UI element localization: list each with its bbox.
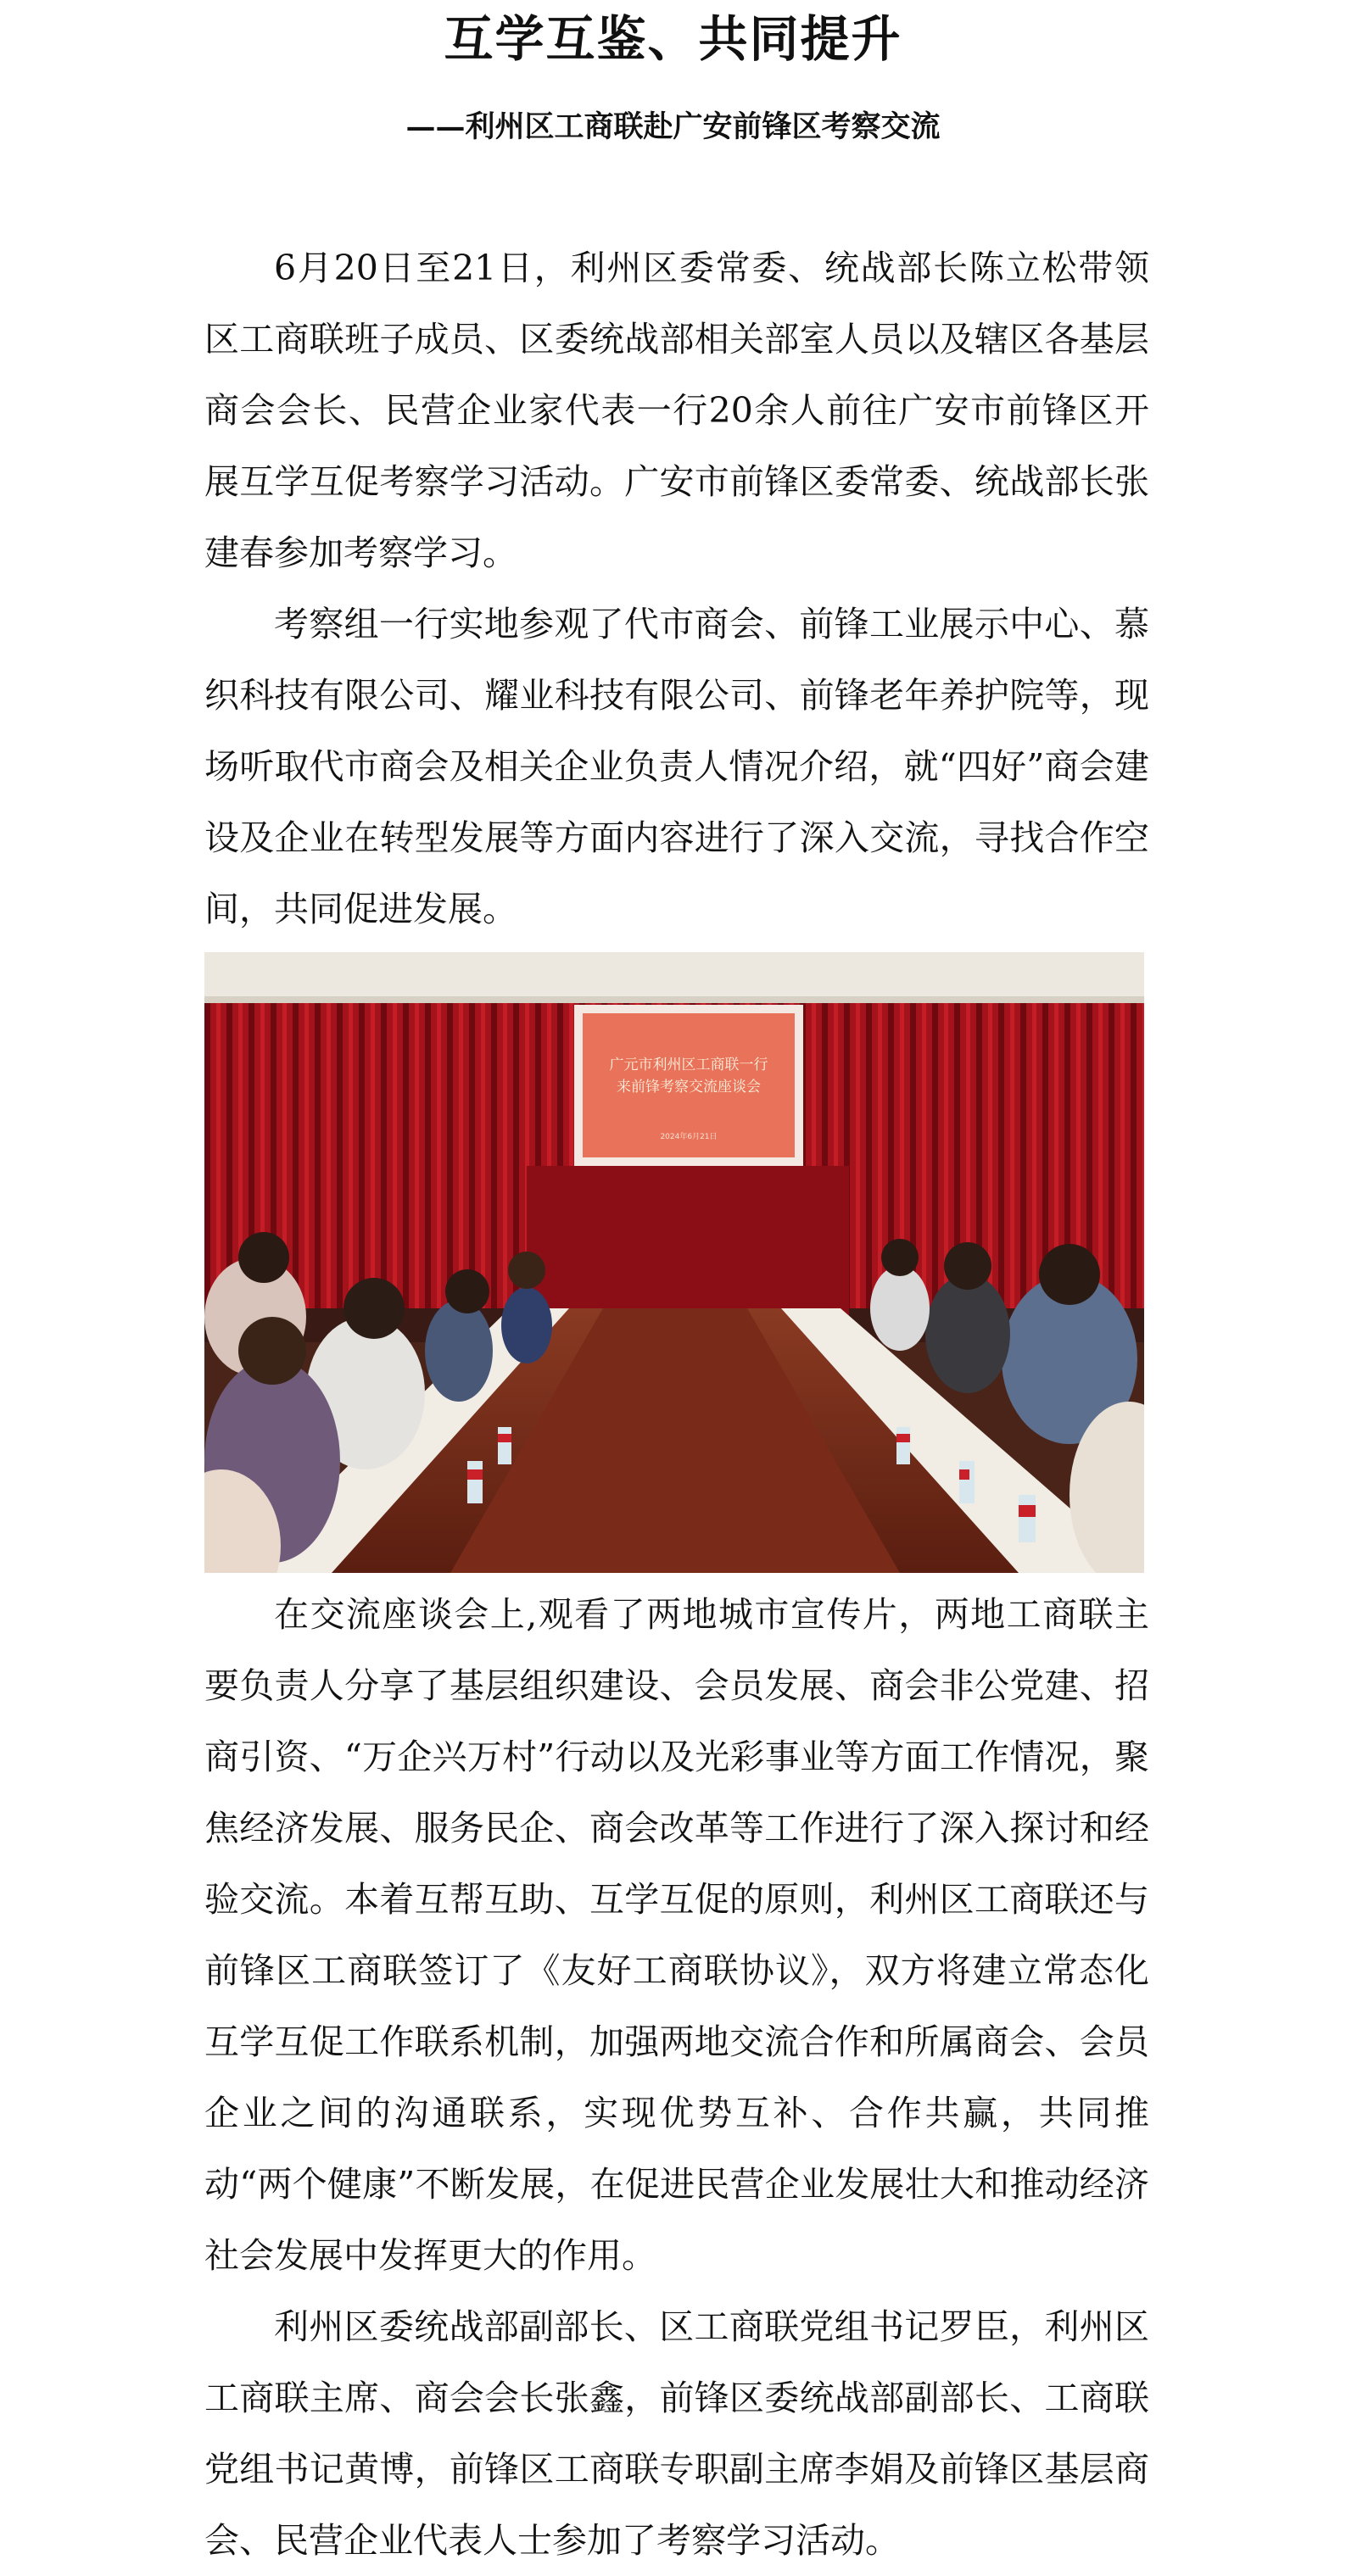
ceiling xyxy=(204,952,1144,1003)
paragraph-3: 在交流座谈会上,观看了两地城市宣传片，两地工商联主要负责人分享了基层组织建设、会员发展、商会非公党建、招商引资、“万企兴万村”行动以及光彩事业等方面工作情况，聚焦经济发展、服务民企、商会改革等工作进行了深入探讨和经验交流。本着互帮互助、互学互促的原则，利州区工商联还与前锋区工商联签订了《友好工商联协议》，双方将建立常态化互学互促工作联系机制，加强两地交流合作和所属商会、会员企业之间的沟通联系，实现优势互补、合作共赢，共同推动“两个健康”不断发展，在促进民营企业发展壮大和推动经济社会发展中发挥更大的作用。 xyxy=(204,1594,1149,2276)
article-title: 互学互鉴、共同提升 xyxy=(444,10,902,68)
paragraph-1: 6月20日至21日，利州区委常委、统战部长陈立松带领区工商联班子成员、区委统战部相关部室人员以及辖区各基层商会会长、民营企业家代表一行20余人前往广安市前锋区开展互学互促考察学习活动。广安市前锋区委常委、统战部长张建春参加考察学习。 xyxy=(204,248,1149,573)
meeting-photo xyxy=(204,952,1144,1573)
screen-date: 2024年6月21日 xyxy=(660,1133,718,1141)
screen-text-line2: 来前锋考察交流座谈会 xyxy=(617,1079,761,1096)
article-subtitle: ——利州区工商联赴广安前锋区考察交流 xyxy=(405,109,941,144)
paragraph-4: 利州区委统战部副部长、区工商联党组书记罗臣，利州区工商联主席、商会会长张鑫，前锋区委统战部副部长、工商联党组书记黄博，前锋区工商联专职副主席李娟及前锋区基层商会、民营企业代表人士参加了考察学习活动。 xyxy=(204,2306,1149,2561)
screen-text-line1: 广元市利州区工商联一行 xyxy=(609,1057,768,1073)
paragraph-2: 考察组一行实地参观了代市商会、前锋工业展示中心、慕织科技有限公司、耀业科技有限公司、前锋老年养护院等，现场听取代市商会及相关企业负责人情况介绍，就“四好”商会建设及企业在转型发展等方面内容进行了深入交流，寻找合作空间，共同促进发展。 xyxy=(204,604,1149,929)
